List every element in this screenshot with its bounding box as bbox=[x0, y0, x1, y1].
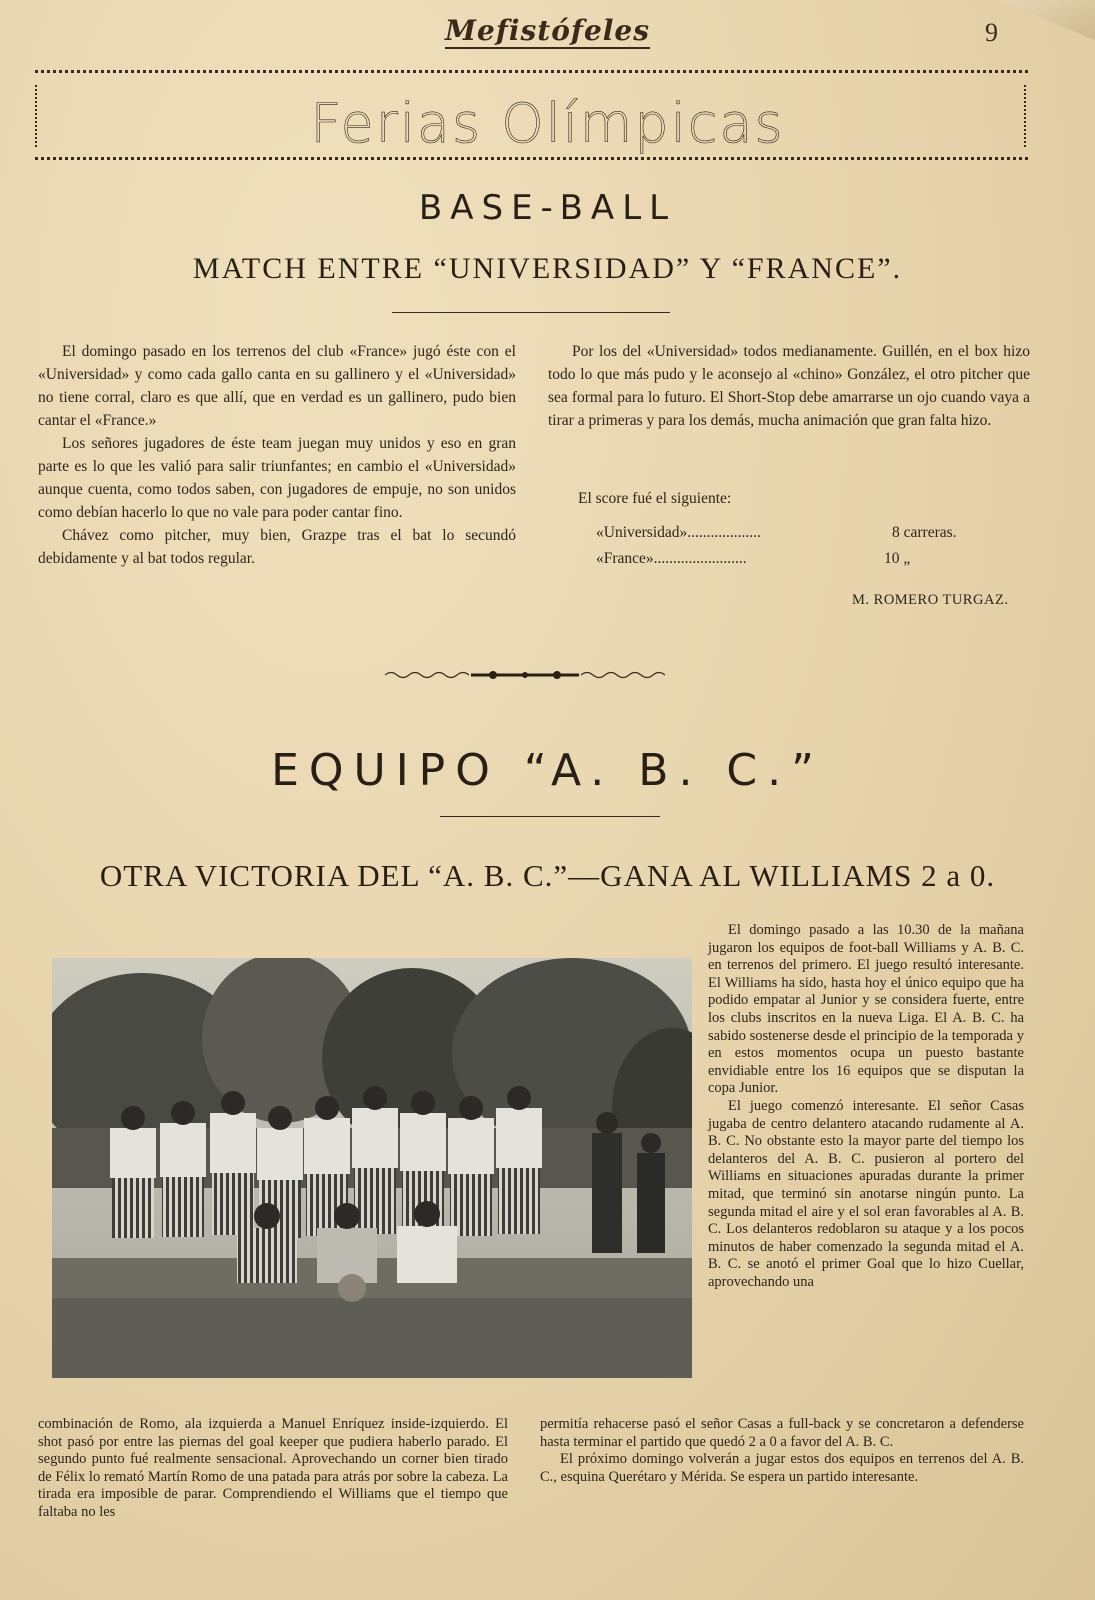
score-row bbox=[596, 520, 996, 546]
paragraph: permitía rehacerse pasó el señor Casas a full-back y se concretaron a defenderse hasta terminar el partido que quedó 2 a 0 a favor del A. B. C. bbox=[540, 1416, 1024, 1450]
divider-rule bbox=[392, 312, 670, 313]
score-intro: El score fué el siguiente: bbox=[578, 490, 732, 507]
abc-subheading: OTRA VICTORIA DEL “A. B. C.”—GANA AL WILLIAMS 2 a 0. bbox=[99, 858, 996, 893]
abc-bottom-left-column bbox=[38, 1416, 508, 1522]
score-table bbox=[596, 520, 996, 572]
baseball-left-column bbox=[38, 340, 516, 570]
baseball-subheading: MATCH ENTRE “UNIVERSIDAD” Y “FRANCE”. bbox=[192, 252, 903, 285]
ornament-divider bbox=[385, 670, 665, 680]
score-value: 8 carreras. bbox=[892, 524, 957, 541]
paragraph: El juego comenzó interesante. El señor Casas jugaba de centro delantero atacando rudamente al A. B. C. No obstante esto la mayor parte del tiempo los delanteros del A. B. C. pusieron al portero del Williams en situaciones apuradas durante la primer mitad, que terminó sin anotarse ningún punto. La segunda mitad el aire y el sol eran favorables al A. B. C. Los delanteros redoblaron su ataque y a los pocos minutos de haber comenzado la segunda mitad el A. B. C. se anotó el primer Goal que lo hizo Cuellar, aprovechando una bbox=[708, 1097, 1024, 1290]
team-photograph bbox=[52, 958, 692, 1378]
score-team: «France» bbox=[596, 550, 654, 567]
paragraph: Los señores jugadores de éste team juegan muy unidos y eso en gran parte es lo que les valió para salir triunfantes; en cambio el «Universidad» aunque cuenta, como todos saben, con jugadores de empuje, no son unidos como debían hacerlo lo que no vale para poder cantar fino. bbox=[38, 435, 516, 521]
paragraph: El domingo pasado en los terrenos del club «France» jugó éste con el «Universidad» y como cada gallo canta en su gallinero y el «Universidad» no tiene corral, claro es que allí, que en verdad es un gallinero, pudo bien cantar el «France.» bbox=[38, 343, 516, 429]
score-leader: ........................ bbox=[653, 550, 747, 567]
abc-right-column bbox=[708, 922, 1024, 1291]
score-value: 10 „ bbox=[884, 550, 911, 567]
page-number: 9 bbox=[985, 18, 998, 47]
abc-bottom-right-column bbox=[540, 1416, 1024, 1486]
score-team: «Universidad» bbox=[596, 524, 688, 541]
masthead bbox=[0, 14, 1095, 47]
baseball-right-column bbox=[548, 340, 1030, 432]
score-leader: ................... bbox=[687, 524, 761, 541]
paragraph: El domingo pasado a las 10.30 de la mañana jugaron los equipos de foot-ball Williams y A. B. C. en terrenos del primero. El juego resultó interesante. El Williams ha sido, hasta hoy el único equipo que ha podido empatar al Junior y se considera fuerte, entre los clubs inscritos en la nueva Liga. El A. B. C. ha sabido sostenerse desde el principio de la temporada y en estos momentos ocupa un puesto bastante envidiable entre los 16 equipos que se disputan la copa Junior. bbox=[708, 922, 1024, 1097]
baseball-heading: BASE-BALL bbox=[418, 188, 677, 228]
masthead-title: Mefistófeles bbox=[445, 14, 650, 47]
score-row bbox=[596, 546, 996, 572]
divider-rule bbox=[440, 816, 660, 817]
abc-heading: EQUIPO “A. B. C.” bbox=[271, 745, 824, 796]
paragraph: Chávez como pitcher, muy bien, Grazpe tras el bat lo secundó debidamente y al bat todos regular. bbox=[38, 527, 516, 567]
paragraph: combinación de Romo, ala izquierda a Manuel Enríquez inside-izquierdo. El shot pasó por entre las piernas del goal keeper que pudiera haberlo parado. El segundo punto fué realmente sensacional. Aprovechando un corner bien tirado de Félix lo remató Martín Romo de una patada para atrás por sobre la cabeza. La tirada era imposible de parar. Comprendiendo el Williams que el tiempo que faltaba no les bbox=[38, 1416, 508, 1520]
paragraph: El próximo domingo volverán a jugar estos dos equipos en terrenos del A. B. C., esquina Querétaro y Mérida. Se espera un partido interesante. bbox=[540, 1451, 1024, 1485]
section-title: Ferias Olímpicas bbox=[310, 92, 785, 155]
paragraph: Por los del «Universidad» todos medianamente. Guillén, en el box hizo todo lo que más pudo y le aconsejo al «chino» González, el otro pitcher que sea formal para lo futuro. El Short-Stop debe amarrarse un ojo cuando vaya a tirar a primeras y para los demás, mucha animación que gran falta hizo. bbox=[548, 343, 1030, 429]
byline: M. ROMERO TURGAZ. bbox=[852, 592, 1009, 608]
